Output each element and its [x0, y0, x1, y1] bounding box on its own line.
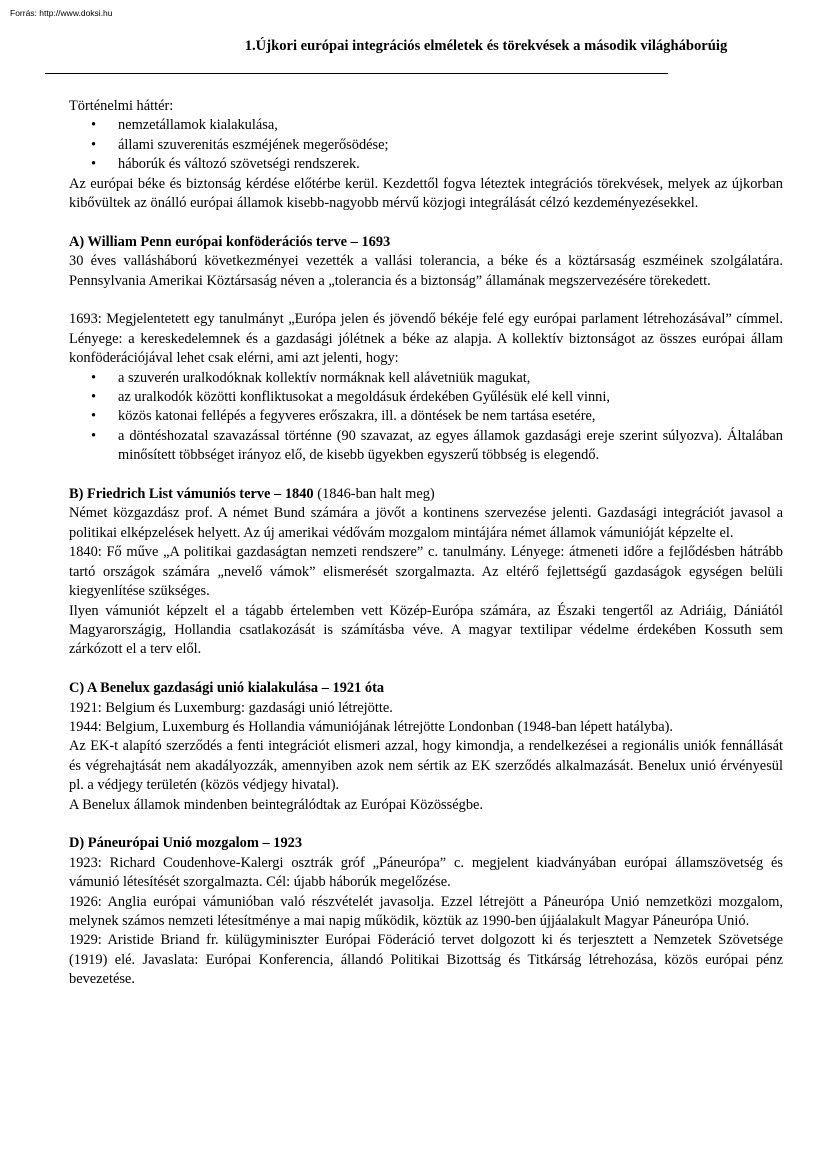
section-c-paragraph-4: A Benelux államok mindenben beintegrálódtak az Európai Közösségbe. — [69, 796, 484, 813]
section-b-heading-note: (1846-ban halt meg) — [313, 486, 435, 503]
section-c-paragraph-2: 1944: Belgium, Luxemburg és Hollandia vámuniójának létrejötte Londonban (1948-ban lépett hatályba). — [69, 718, 673, 735]
source-line: Forrás: http://www.doksi.hu — [10, 8, 113, 18]
page-title — [0, 38, 827, 55]
section-a-paragraph-1: 30 éves vallásháború következményei vezették a vallási tolerancia, a béke és a köztársaság eszméinek szolgálatára. Pennsylvania Amerikai Köztársaság néven a „tolerancia és a biztonság” államának megszervezésére törekedett. — [69, 253, 783, 289]
section-b-paragraph-3: Ilyen vámuniót képzelt el a tágabb értelemben vett Közép-Európa számára, az Északi tengertől az Adriáig, Dániától Magyarországig, Hollandia csatlakozását is számításba véve. A magyar textilipar védelme érdekében Kossuth sem zárkózott el a terv elől. — [69, 602, 783, 658]
spacer — [69, 213, 783, 232]
list-item: • közös katonai fellépés a fegyveres erőszakra, ill. a döntések be nem tartása esetére, — [69, 407, 783, 426]
list-item: • nemzetállamok kialakulása, — [69, 116, 783, 135]
section-d-paragraph-3: 1929: Aristide Briand fr. külügyminiszter Európai Föderáció tervet dolgozott ki és terjesztett a Nemzetek Szövetsége (1919) elé. Javaslata: Európai Konferencia, állandó Politikai Bizottság és Titkárság létrehozása, közös európai pénz bevezetése. — [69, 932, 783, 988]
title-rule — [45, 73, 668, 74]
spacer — [69, 466, 783, 485]
list-item: • az uralkodók közötti konfliktusokat a megoldásuk érdekében Gyűlésük elé kell vinni, — [69, 388, 783, 407]
section-d-heading: D) Páneurópai Unió mozgalom – 1923 — [69, 835, 303, 852]
section-c-heading: C) A Benelux gazdasági unió kialakulása – 1921 óta — [69, 680, 385, 697]
page-title-text: 1.Újkori európai integrációs elméletek és törekvések a második világháborúig — [244, 38, 728, 54]
list-item: • a szuverén uralkodóknak kollektív normáknak kell alávetniük magukat, — [69, 369, 783, 388]
spacer — [69, 815, 783, 834]
list-item: • állami szuverenitás eszméjének megerősödése; — [69, 136, 783, 155]
section-b-heading: B) Friedrich List vámuniós terve – 1840 — [69, 486, 314, 503]
section-b-paragraph-1: Német közgazdász prof. A német Bund számára a jövőt a kontinens szervezése jelenti. Gazdasági integrációt javasol a politikai elképzelések helyett. Az új amerikai védővám mozgalom mintájára német államok vámunióját képzelte el. — [69, 505, 783, 541]
spacer — [69, 291, 783, 310]
background-label: Történelmi háttér: — [69, 98, 174, 114]
document-body — [69, 97, 783, 990]
section-a-list — [69, 369, 783, 466]
background-paragraph: Az európai béke és biztonság kérdése előtérbe kerül. Kezdettől fogva léteztek integrációs törekvések, melyek az újkorban kibővültek az önálló európai államok kisebb-nagyobb mérvű közjogi integrálását célzó kezdeményezésekkel. — [69, 175, 783, 212]
section-d-paragraph-1: 1923: Richard Coudenhove-Kalergi osztrák gróf „Páneurópa” c. megjelent kiadványában európai államszövetség és vámunió létesítését szorgalmazta. Cél: újabb háborúk megelőzése. — [69, 854, 783, 891]
list-item: • háborúk és változó szövetségi rendszerek. — [69, 155, 783, 174]
section-a-heading: A) William Penn európai konföderációs terve – 1693 — [69, 233, 391, 250]
section-d-paragraph-2: 1926: Anglia európai vámunióban való részvételét javasolja. Ezzel létrejött a Páneurópa Unió nemzetközi mozgalom, melynek számos nemzeti létesítménye a mai napig működik, köztük az 1990-ben újjáalakult Magyar Páneurópa Unió. — [69, 893, 783, 929]
list-item: • a döntéshozatal szavazással történne (90 szavazat, az egyes államok gazdasági ereje szerint súlyozva). Általában minősített többséget irányoz elő, de kisebb ügyekben egyszerű többség is elegendő. — [69, 427, 783, 466]
section-a-paragraph-2: 1693: Megjelentetett egy tanulmányt „Európa jelen és jövendő békéje felé egy európai parlament létrehozásával” címmel. Lényege: a kereskedelemnek és a gazdasági jólétnek a béke az alapja. A kollektív biztonságot az összes európai állam konföderációjával lehet csak elérni, ami azt jelenti, hogy: — [69, 311, 783, 367]
section-c-paragraph-1: 1921: Belgium és Luxemburg: gazdasági unió létrejötte. — [69, 699, 393, 716]
spacer — [69, 660, 783, 679]
section-c-paragraph-3: Az EK-t alapító szerződés a fenti integrációt elismeri azzal, hogy kimondja, a rendelkezései a regionális uniók fennállását és végrehajtását nem akadályozzák, amennyiben azok nem sértik az EK szerződés alkalmazását. Benelux unió érvényesül pl. a védjegy területén (közös védjegy hivatal). — [69, 738, 783, 794]
section-b-heading-line — [69, 485, 783, 504]
background-list — [69, 116, 783, 174]
section-b-paragraph-2: 1840: Fő műve „A politikai gazdaságtan nemzeti rendszere” c. tanulmány. Lényege: átmeneti időre a fejlődésben hátrább tartó országok számára „nevelő vámok” elismerését szorgalmazta. Az eltérő fejlettségű gazdaságok egységen belüli kiegyenlítése szükséges. — [69, 544, 783, 600]
